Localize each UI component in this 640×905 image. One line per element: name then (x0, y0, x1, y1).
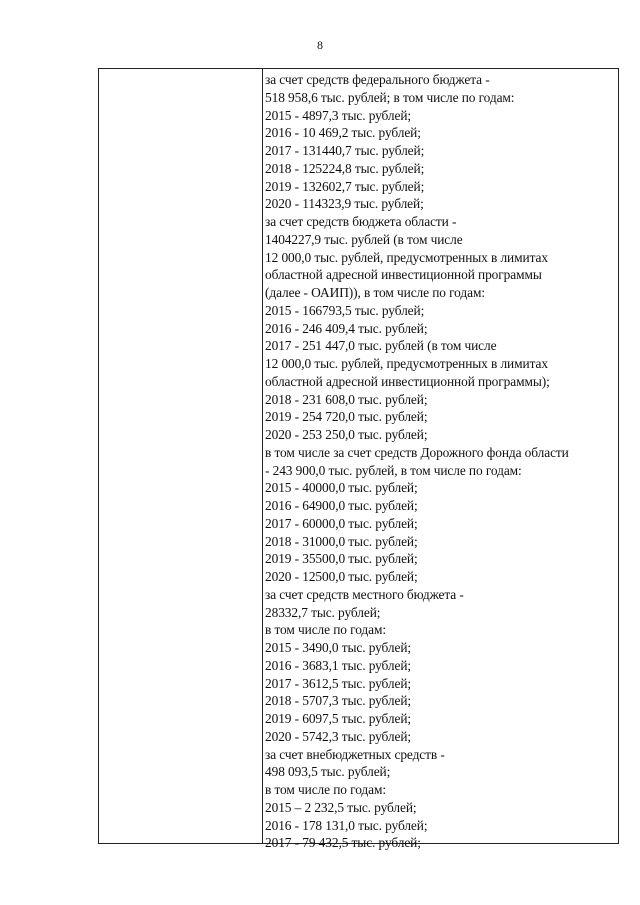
text-line: за счет средств бюджета области - (265, 214, 457, 229)
text-line: 12 000,0 тыс. рублей, предусмотренных в лимитах (265, 249, 548, 265)
funding-text-cell (265, 71, 616, 852)
text-line: 2017 - 60000,0 тыс. рублей; (265, 515, 418, 531)
text-line: 2017 - 3612,5 тыс. рублей; (265, 675, 412, 691)
text-line: 2017 - 131440,7 тыс. рублей; (265, 143, 425, 158)
text-line: 2018 - 5707,3 тыс. рублей; (265, 693, 412, 709)
page-number: 8 (317, 38, 323, 52)
text-line: 12 000,0 тыс. рублей, предусмотренных в лимитах (265, 356, 548, 371)
text-line: 518 958,6 тыс. рублей; в том числе по годам: (265, 89, 515, 105)
text-line: 2020 - 114323,9 тыс. рублей; (265, 196, 424, 212)
text-line: 2017 - 251 447,0 тыс. рублей (в том числе (265, 338, 497, 354)
text-line: за счет средств федерального бюджета - (265, 72, 490, 87)
text-line: - 243 900,0 тыс. рублей, в том числе по годам: (265, 462, 522, 478)
table-left-cell (99, 69, 263, 843)
text-line: 2020 - 253 250,0 тыс. рублей; (265, 427, 428, 442)
text-line: за счет средств местного бюджета - (265, 586, 464, 602)
text-line: 2015 - 3490,0 тыс. рублей; (265, 640, 412, 655)
text-line: 2019 - 254 720,0 тыс. рублей; (265, 409, 428, 425)
text-line: 2015 - 40000,0 тыс. рублей; (265, 480, 418, 496)
text-line: 1404227,9 тыс. рублей (в том числе (265, 231, 463, 247)
text-line: областной адресной инвестиционной программы (265, 267, 542, 283)
text-line: 2015 – 2 232,5 тыс. рублей; (265, 799, 417, 815)
text-line: в том числе по годам: (265, 622, 386, 638)
text-line: 2015 - 166793,5 тыс. рублей; (265, 302, 425, 318)
text-line: (далее - ОАИП)), в том числе по годам: (265, 285, 485, 300)
text-line: 2018 - 31000,0 тыс. рублей; (265, 533, 418, 549)
text-line: 2019 - 132602,7 тыс. рублей; (265, 178, 425, 194)
text-line: 2016 - 10 469,2 тыс. рублей; (265, 125, 421, 141)
text-line: 498 093,5 тыс. рублей; (265, 764, 391, 780)
text-line: 2019 - 6097,5 тыс. рублей; (265, 711, 412, 726)
text-line: 2016 - 246 409,4 тыс. рублей; (265, 320, 428, 336)
text-line: 2016 - 178 131,0 тыс. рублей; (265, 817, 428, 833)
text-line: в том числе за счет средств Дорожного фонда области (265, 444, 569, 460)
funding-table (98, 68, 619, 851)
text-line: 2017 - 79 432,5 тыс. рублей; (265, 835, 421, 851)
text-line: в том числе по годам: (265, 782, 386, 797)
text-line: 2018 - 125224,8 тыс. рублей; (265, 160, 425, 176)
text-line: 28332,7 тыс. рублей; (265, 604, 381, 620)
text-line: 2016 - 3683,1 тыс. рублей; (265, 657, 412, 673)
text-line: 2020 - 12500,0 тыс. рублей; (265, 569, 418, 584)
text-line: 2019 - 35500,0 тыс. рублей; (265, 551, 418, 567)
text-line: 2020 - 5742,3 тыс. рублей; (265, 728, 412, 744)
text-line: областной адресной инвестиционной программы); (265, 373, 550, 389)
text-line: за счет внебюджетных средств - (265, 746, 445, 762)
text-line: 2016 - 64900,0 тыс. рублей; (265, 498, 418, 513)
text-line: 2018 - 231 608,0 тыс. рублей; (265, 391, 428, 407)
text-line: 2015 - 4897,3 тыс. рублей; (265, 107, 412, 123)
